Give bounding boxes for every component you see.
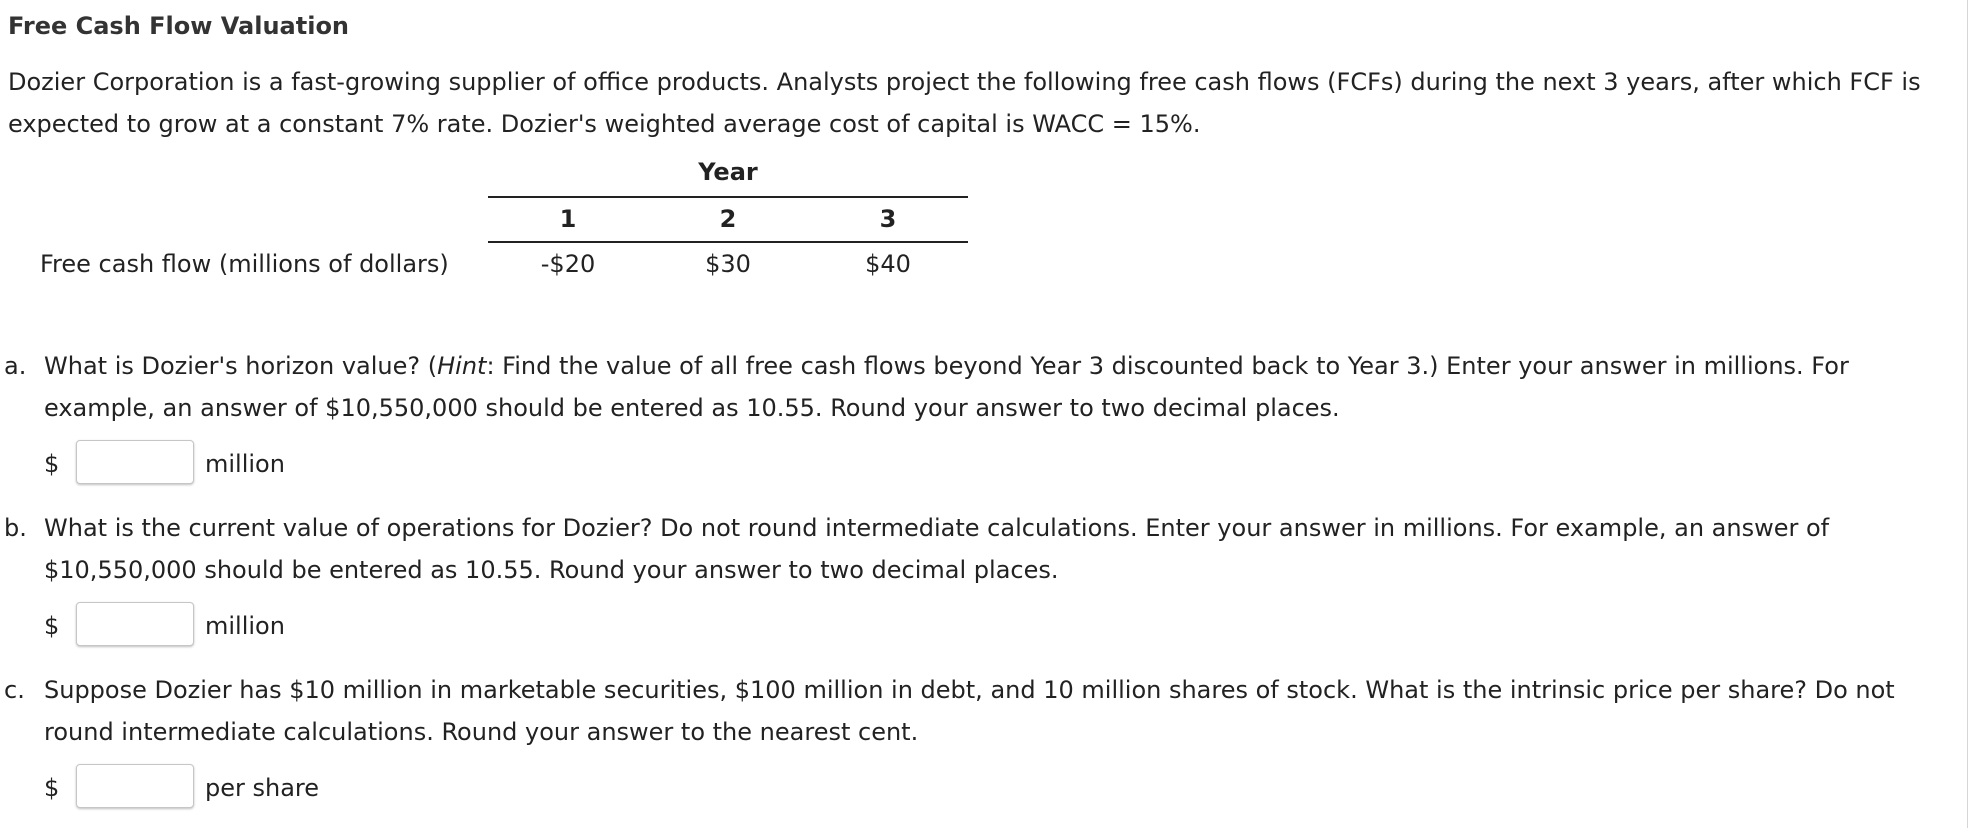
- year-column-2: 2: [719, 205, 737, 233]
- question-c: [0, 669, 1960, 753]
- question-a-text: [44, 345, 1944, 429]
- question-a: [0, 345, 1960, 429]
- answer-row-b: [0, 602, 600, 650]
- answer-c-currency: $: [44, 774, 60, 802]
- table-header-rule: [488, 241, 968, 243]
- answer-b-input[interactable]: [76, 602, 194, 646]
- question-a-text-start: What is Dozier's horizon value? (: [44, 352, 438, 380]
- answer-row-a: [0, 440, 600, 488]
- fcf-year-3-value: $40: [865, 250, 911, 278]
- question-c-letter: c.: [4, 676, 25, 704]
- answer-c-unit: per share: [205, 774, 320, 802]
- question-b-text: What is the current value of operations for Dozier? Do not round intermediate calculations. Enter your answer in millions. For example, an answer of $10,550,000 should be entered as 10.55. Round your answer to two decimal places.: [44, 514, 1830, 584]
- answer-a-unit: million: [205, 450, 285, 478]
- answer-b-unit: million: [205, 612, 285, 640]
- year-column-1: 1: [559, 205, 577, 233]
- fcf-year-1-value: -$20: [540, 250, 596, 278]
- table-top-rule: [488, 196, 968, 198]
- year-header: Year: [698, 158, 758, 186]
- question-a-letter: a.: [4, 352, 27, 380]
- fcf-row-label: Free cash flow (millions of dollars): [40, 250, 449, 278]
- page-right-border: [1967, 0, 1968, 828]
- cash-flow-table: [0, 158, 980, 288]
- answer-c-input[interactable]: [76, 764, 194, 808]
- answer-a-currency: $: [44, 450, 60, 478]
- year-column-3: 3: [879, 205, 897, 233]
- fcf-year-2-value: $30: [705, 250, 751, 278]
- question-c-text: Suppose Dozier has $10 million in marketable securities, $100 million in debt, and 10 million shares of stock. What is the intrinsic price per share? Do not round intermediate calculations. Round your answer to the nearest cent.: [44, 676, 1895, 746]
- page-title: Free Cash Flow Valuation: [8, 12, 350, 40]
- question-b: [0, 507, 1960, 591]
- intro-paragraph: Dozier Corporation is a fast-growing supplier of office products. Analysts project the following free cash flows (FCFs) during the next 3 years, after which FCF is expected to grow at a constant 7% rate. Dozier's weighted average cost of capital is WACC = 15%.: [8, 68, 1921, 138]
- question-b-letter: b.: [4, 514, 27, 542]
- answer-b-currency: $: [44, 612, 60, 640]
- answer-a-input[interactable]: [76, 440, 194, 484]
- answer-row-c: [0, 764, 600, 812]
- question-a-text-end: : Find the value of all free cash flows beyond Year 3 discounted back to Year 3.) Enter your answer in millions. For example, an answer of $10,550,000 should be entered as 10.55. Round your answer to two decimal places.: [44, 352, 1849, 422]
- question-a-hint-label: Hint: [437, 352, 487, 380]
